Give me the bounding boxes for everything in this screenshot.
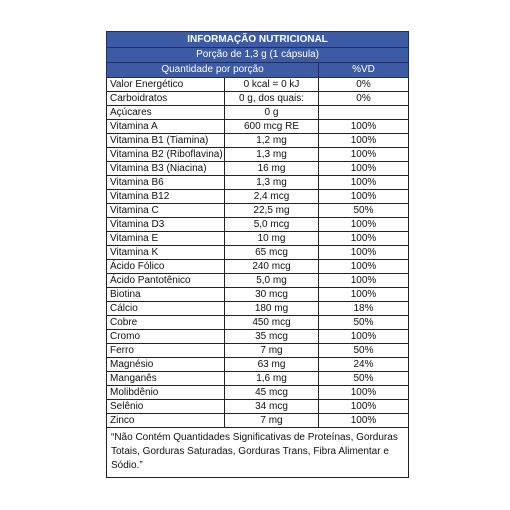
nutrient-vd: 100% [319, 218, 409, 232]
nutrient-name: Vitamina A [107, 120, 225, 134]
nutrient-vd: 50% [319, 344, 409, 358]
table-row [107, 274, 409, 288]
nutrient-name: Valor Energético [107, 78, 225, 92]
nutrition-table [106, 31, 409, 478]
nutrient-name: Açúcares [107, 106, 225, 120]
table-row [107, 344, 409, 358]
nutrient-name: Ferro [107, 344, 225, 358]
nutrient-vd: 100% [319, 330, 409, 344]
table-row [107, 386, 409, 400]
table-row [107, 176, 409, 190]
footnote-row [107, 428, 409, 478]
table-row [107, 190, 409, 204]
nutrient-name: Vitamina B2 (Riboflavina) [107, 148, 225, 162]
nutrient-vd [319, 106, 409, 120]
table-row [107, 218, 409, 232]
table-row [107, 316, 409, 330]
nutrition-facts-panel [106, 31, 408, 478]
nutrient-name: Vitamina D3 [107, 218, 225, 232]
footnote: “Não Contém Quantidades Significativas de Proteínas, Gorduras Totais, Gorduras Saturadas, Gorduras Trans, Fibra Alimentar e Sódio.” [107, 428, 409, 478]
nutrient-vd: 100% [319, 134, 409, 148]
nutrient-amount: 180 mg [225, 302, 319, 316]
nutrient-amount: 65 mcg [225, 246, 319, 260]
nutrient-amount: 34 mcg [225, 400, 319, 414]
nutrient-name: Carboidratos [107, 92, 225, 106]
nutrient-vd: 100% [319, 176, 409, 190]
nutrient-name: Selênio [107, 400, 225, 414]
nutrient-name: Vitamina B1 (Tiamina) [107, 134, 225, 148]
table-row [107, 358, 409, 372]
nutrient-vd: 100% [319, 232, 409, 246]
nutrient-amount: 30 mcg [225, 288, 319, 302]
nutrient-name: Ácido Pantotênico [107, 274, 225, 288]
nutrient-amount: 600 mcg RE [225, 120, 319, 134]
nutrient-vd: 100% [319, 414, 409, 428]
nutrient-amount: 35 mcg [225, 330, 319, 344]
nutrient-name: Vitamina C [107, 204, 225, 218]
nutrient-name: Zinco [107, 414, 225, 428]
table-title: INFORMAÇÃO NUTRICIONAL [107, 32, 409, 48]
table-row [107, 204, 409, 218]
table-row [107, 148, 409, 162]
nutrient-name: Cromo [107, 330, 225, 344]
nutrient-name: Cálcio [107, 302, 225, 316]
nutrient-amount: 16 mg [225, 162, 319, 176]
nutrient-amount: 1,3 mg [225, 176, 319, 190]
table-row [107, 400, 409, 414]
nutrient-vd: 100% [319, 246, 409, 260]
nutrient-vd: 0% [319, 78, 409, 92]
nutrient-vd: 100% [319, 190, 409, 204]
table-row [107, 372, 409, 386]
nutrient-vd: 100% [319, 162, 409, 176]
table-row [107, 260, 409, 274]
nutrient-amount: 45 mcg [225, 386, 319, 400]
nutrient-amount: 22,5 mg [225, 204, 319, 218]
table-row [107, 78, 409, 92]
nutrient-name: Molibdênio [107, 386, 225, 400]
nutrient-amount: 1,3 mg [225, 148, 319, 162]
nutrient-vd: 18% [319, 302, 409, 316]
nutrient-vd: 50% [319, 316, 409, 330]
table-row [107, 106, 409, 120]
nutrient-vd: 24% [319, 358, 409, 372]
nutrient-amount: 1,6 mg [225, 372, 319, 386]
nutrient-vd: 100% [319, 120, 409, 134]
nutrient-vd: 100% [319, 148, 409, 162]
nutrient-vd: 0% [319, 92, 409, 106]
nutrient-vd: 100% [319, 400, 409, 414]
nutrient-amount: 63 mg [225, 358, 319, 372]
nutrient-name: Vitamina B3 (Niacina) [107, 162, 225, 176]
nutrient-name: Vitamina B12 [107, 190, 225, 204]
title-row [107, 32, 409, 48]
serving-row [107, 48, 409, 63]
nutrient-amount: 5,0 mcg [225, 218, 319, 232]
nutrient-vd: 50% [319, 204, 409, 218]
nutrient-name: Manganês [107, 372, 225, 386]
nutrient-amount: 1,2 mg [225, 134, 319, 148]
table-row [107, 162, 409, 176]
nutrient-amount: 7 mg [225, 344, 319, 358]
table-row [107, 92, 409, 106]
nutrient-vd: 100% [319, 386, 409, 400]
nutrient-amount: 0 kcal = 0 kJ [225, 78, 319, 92]
nutrient-vd: 100% [319, 288, 409, 302]
nutrient-amount: 450 mcg [225, 316, 319, 330]
table-row [107, 288, 409, 302]
column-header-quantity: Quantidade por porção [107, 63, 319, 78]
table-row [107, 134, 409, 148]
nutrient-vd: 100% [319, 260, 409, 274]
table-row [107, 246, 409, 260]
column-header-vd: %VD [319, 63, 409, 78]
table-row [107, 302, 409, 316]
nutrient-name: Vitamina K [107, 246, 225, 260]
nutrient-amount: 7 mg [225, 414, 319, 428]
nutrient-name: Vitamina B6 [107, 176, 225, 190]
nutrient-amount: 240 mcg [225, 260, 319, 274]
nutrient-vd: 50% [319, 372, 409, 386]
nutrient-amount: 0 g [225, 106, 319, 120]
table-row [107, 232, 409, 246]
nutrient-amount: 0 g, dos quais: [225, 92, 319, 106]
nutrient-name: Biotina [107, 288, 225, 302]
nutrient-name: Vitamina E [107, 232, 225, 246]
nutrient-amount: 2,4 mcg [225, 190, 319, 204]
nutrition-table-body [107, 32, 409, 428]
nutrient-amount: 10 mg [225, 232, 319, 246]
nutrient-amount: 5,0 mg [225, 274, 319, 288]
nutrient-name: Cobre [107, 316, 225, 330]
nutrient-name: Magnésio [107, 358, 225, 372]
table-row [107, 120, 409, 134]
column-header-row [107, 63, 409, 78]
table-row [107, 330, 409, 344]
table-row [107, 414, 409, 428]
serving-size: Porção de 1,3 g (1 cápsula) [107, 48, 409, 63]
nutrient-vd: 100% [319, 274, 409, 288]
nutrient-name: Ácido Fólico [107, 260, 225, 274]
